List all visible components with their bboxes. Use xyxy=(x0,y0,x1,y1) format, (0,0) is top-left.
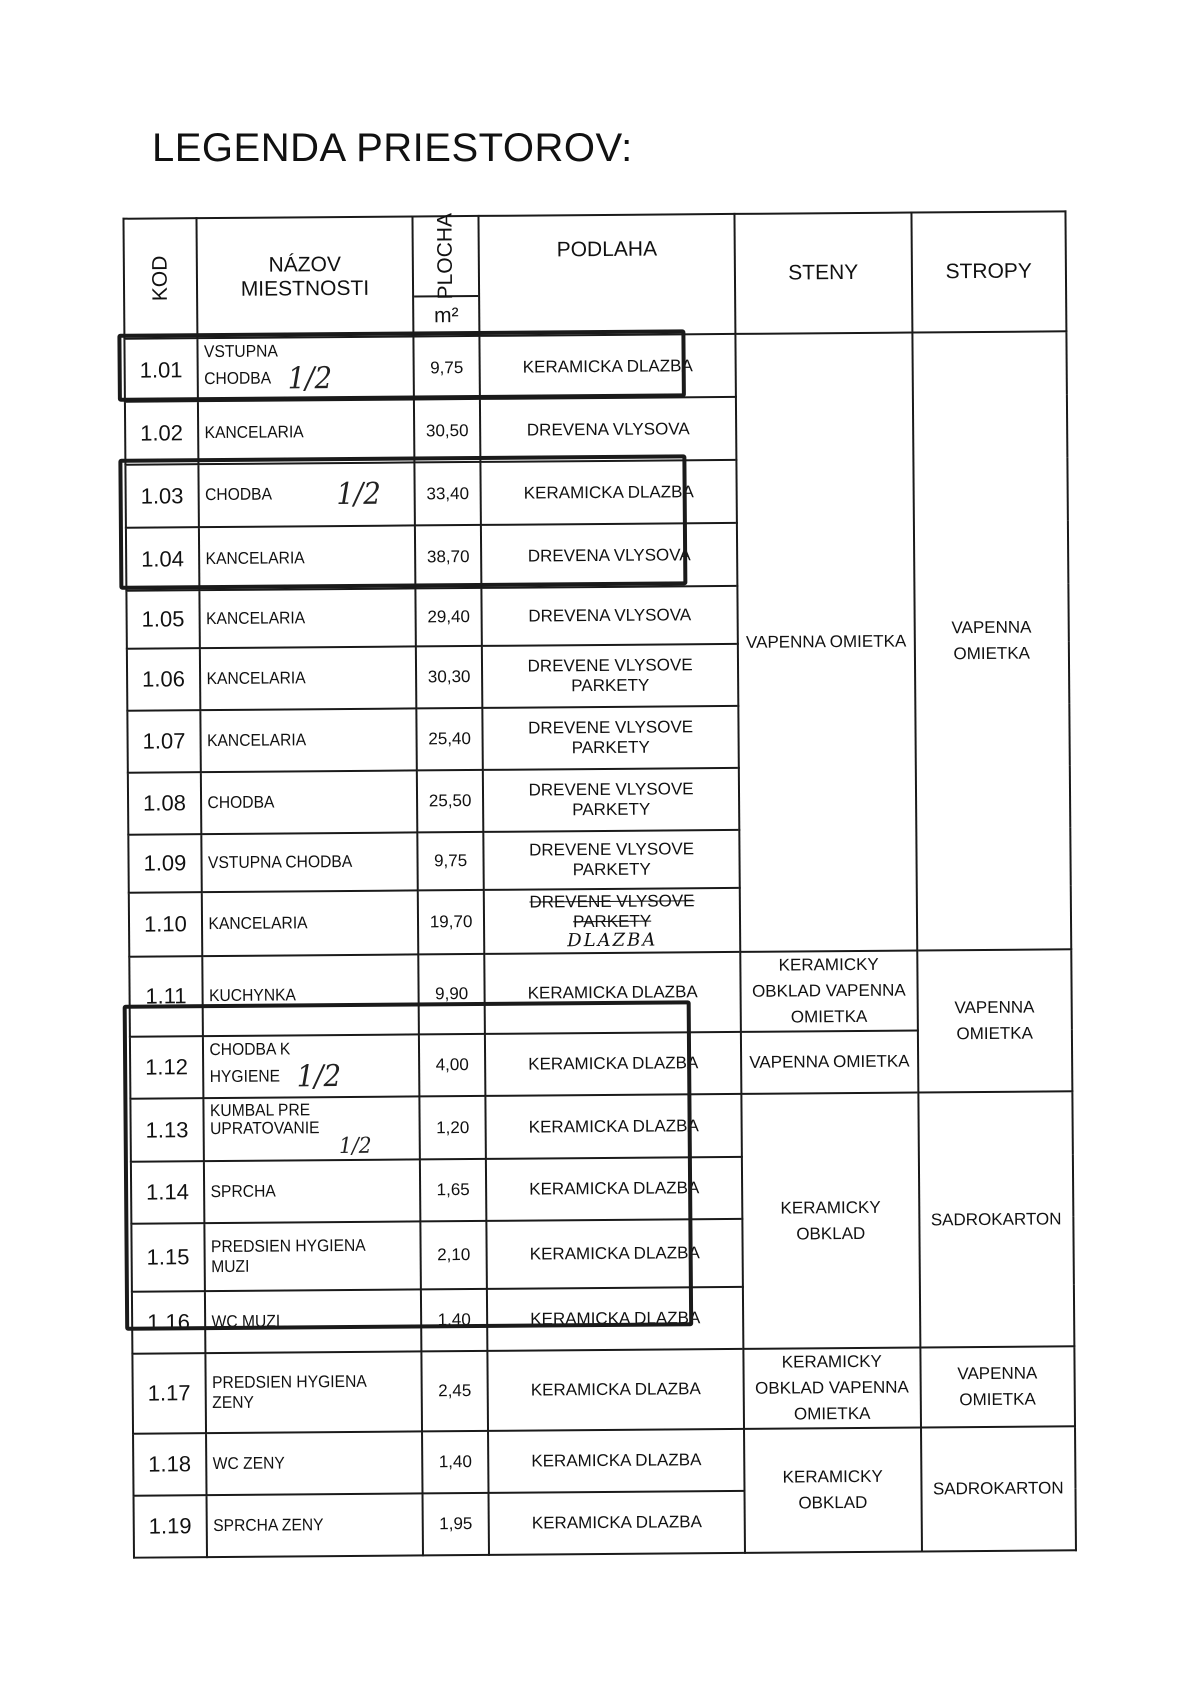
room-floor: KERAMICKA DLAZBA xyxy=(484,952,741,1034)
header-ceilings: STROPY xyxy=(911,211,1066,332)
room-code: 1.10 xyxy=(129,892,202,957)
room-name: KANCELARIA xyxy=(199,526,398,591)
ceilings-group-2: VAPENNA OMIETKA xyxy=(917,949,1073,1092)
room-area: 1,40 xyxy=(421,1289,488,1352)
handwritten-note: 1/2 xyxy=(336,476,381,513)
room-name: KANCELARIA xyxy=(202,891,401,957)
room-area: 9,75 xyxy=(417,832,484,891)
room-floor: DREVENA VLYSOVA xyxy=(481,523,737,588)
handwritten-note: 1/2 xyxy=(296,1058,341,1094)
struck-floor-text: DREVENE VLYSOVE PARKETY xyxy=(529,890,695,931)
room-name: KANCELARIA xyxy=(198,400,397,465)
room-code: 1.12 xyxy=(130,1036,203,1099)
room-area: 38,70 xyxy=(415,525,482,589)
room-area: 1,20 xyxy=(419,1096,486,1160)
room-name: VSTUPNA CHODBA xyxy=(201,833,400,893)
room-code: 1.06 xyxy=(127,648,200,711)
room-floor: DREVENE VLYSOVE PARKETY xyxy=(482,644,738,708)
room-code: 1.04 xyxy=(126,527,199,591)
room-floor xyxy=(484,888,740,954)
room-name: WC MUZI xyxy=(205,1290,404,1354)
room-area: 30,50 xyxy=(414,399,481,463)
handwritten-note: 1/2 xyxy=(287,361,333,397)
room-name: CHODBA xyxy=(201,771,400,835)
page-title: LEGENDA PRIESTOROV: xyxy=(152,126,633,170)
header-walls: STENY xyxy=(735,213,912,334)
room-area: 2,45 xyxy=(421,1351,488,1432)
header-code: KOD xyxy=(123,218,197,339)
room-name: SPRCHA xyxy=(204,1160,403,1224)
room-name: PREDSIEN HYGIENA MUZI xyxy=(204,1222,403,1292)
room-floor: KERAMICKA DLAZBA xyxy=(489,1491,745,1555)
walls-group-3: KERAMICKY OBKLAD xyxy=(741,1093,919,1349)
room-floor: KERAMICKA DLAZBA xyxy=(485,1032,741,1096)
room-name: SPRCHA ZENY xyxy=(206,1494,405,1558)
room-floor: KERAMICKA DLAZBA xyxy=(480,334,736,399)
room-code: 1.11 xyxy=(129,956,202,1037)
walls-row-1-11: KERAMICKY OBKLAD VAPENNA OMIETKA xyxy=(740,951,917,1032)
room-name: KUMBAL PRE UPRATOVANIE 1/2 xyxy=(203,1097,402,1162)
header-room-name: NÁZOV MIESTNOSTI xyxy=(196,216,413,338)
handwritten-note: 1/2 xyxy=(338,1133,372,1159)
ceilings-group-3: SADROKARTON xyxy=(918,1091,1074,1347)
room-code: 1.15 xyxy=(131,1223,204,1292)
room-floor: DREVENE VLYSOVE PARKETY xyxy=(483,830,739,890)
room-name: VSTUPNA CHODBA 1/2 xyxy=(197,337,396,402)
room-area: 1,40 xyxy=(422,1431,489,1494)
walls-row-1-17: KERAMICKY OBKLAD VAPENNA OMIETKA xyxy=(743,1348,920,1429)
room-floor: KERAMICKA DLAZBA xyxy=(488,1429,744,1493)
header-row xyxy=(123,211,1066,338)
room-code: 1.02 xyxy=(125,401,198,465)
room-name: KANCELARIA xyxy=(200,709,399,773)
table-row xyxy=(124,331,1066,401)
room-floor: KERAMICKA DLAZBA xyxy=(488,1349,745,1431)
room-code: 1.14 xyxy=(131,1161,204,1224)
room-name: KUCHYNKA xyxy=(202,955,402,1037)
room-area: 1,65 xyxy=(420,1159,487,1222)
room-code: 1.18 xyxy=(133,1433,206,1496)
ceilings-row-1-17: VAPENNA OMIETKA xyxy=(920,1346,1075,1427)
room-code: 1.05 xyxy=(126,590,199,649)
room-floor: DREVENE VLYSOVE PARKETY xyxy=(483,768,739,832)
ceilings-group-5: SADROKARTON xyxy=(921,1426,1076,1551)
room-area: 30,30 xyxy=(416,646,483,709)
walls-group-1: VAPENNA OMIETKA xyxy=(735,333,916,952)
handwritten-correction: DLAZBA xyxy=(567,929,658,951)
room-name: CHODBA 1/2 xyxy=(198,463,397,528)
room-floor: DREVENA VLYSOVA xyxy=(480,397,736,462)
room-area: 33,40 xyxy=(414,462,481,526)
room-name: WC ZENY xyxy=(206,1432,405,1496)
header-floor: PODLAHA xyxy=(479,214,736,336)
room-area: 25,40 xyxy=(416,708,483,771)
room-code: 1.13 xyxy=(130,1098,203,1162)
room-floor: DREVENA VLYSOVA xyxy=(482,586,738,646)
room-area: 9,90 xyxy=(418,954,485,1035)
room-area: 2,10 xyxy=(420,1221,487,1290)
ceilings-group-1: VAPENNA OMIETKA xyxy=(912,331,1071,950)
room-floor: DREVENE VLYSOVE PARKETY xyxy=(482,706,738,770)
room-code: 1.03 xyxy=(125,464,198,528)
room-area: 25,50 xyxy=(417,770,484,833)
room-name: KANCELARIA xyxy=(200,647,399,711)
room-code: 1.16 xyxy=(132,1291,205,1354)
room-floor: KERAMICKA DLAZBA xyxy=(487,1287,743,1351)
walls-row-1-12: VAPENNA OMIETKA xyxy=(741,1031,918,1094)
room-floor: KERAMICKA DLAZBA xyxy=(486,1157,742,1221)
room-floor: KERAMICKA DLAZBA xyxy=(487,1219,743,1289)
room-legend-table xyxy=(122,210,1077,1558)
room-area: 29,40 xyxy=(415,588,482,647)
walls-group-5: KERAMICKY OBKLAD xyxy=(744,1427,921,1552)
room-area: 19,70 xyxy=(418,890,485,955)
table-row xyxy=(129,949,1072,1036)
room-code: 1.08 xyxy=(128,772,201,835)
room-code: 1.19 xyxy=(134,1495,207,1558)
room-area: 4,00 xyxy=(419,1034,486,1097)
room-name: CHODBA K HYGIENE 1/2 xyxy=(203,1035,402,1099)
room-area: 9,75 xyxy=(413,336,480,400)
room-code: 1.09 xyxy=(128,834,201,893)
table-row xyxy=(133,1426,1075,1495)
header-area xyxy=(412,212,479,337)
table-row xyxy=(130,1091,1072,1161)
room-name: PREDSIEN HYGIENA ZENY xyxy=(205,1352,405,1434)
header-area-unit: m² xyxy=(433,304,459,328)
room-code: 1.07 xyxy=(127,710,200,773)
header-area-label: PLOCHA xyxy=(433,212,458,300)
room-name: KANCELARIA xyxy=(199,589,398,649)
room-floor: KERAMICKA DLAZBA xyxy=(481,460,737,525)
room-code: 1.17 xyxy=(132,1353,205,1434)
legend-sheet xyxy=(122,210,1077,1627)
table-row xyxy=(132,1346,1075,1433)
room-area: 1,95 xyxy=(422,1493,489,1556)
room-code: 1.01 xyxy=(124,338,197,402)
room-floor: KERAMICKA DLAZBA xyxy=(486,1094,742,1159)
